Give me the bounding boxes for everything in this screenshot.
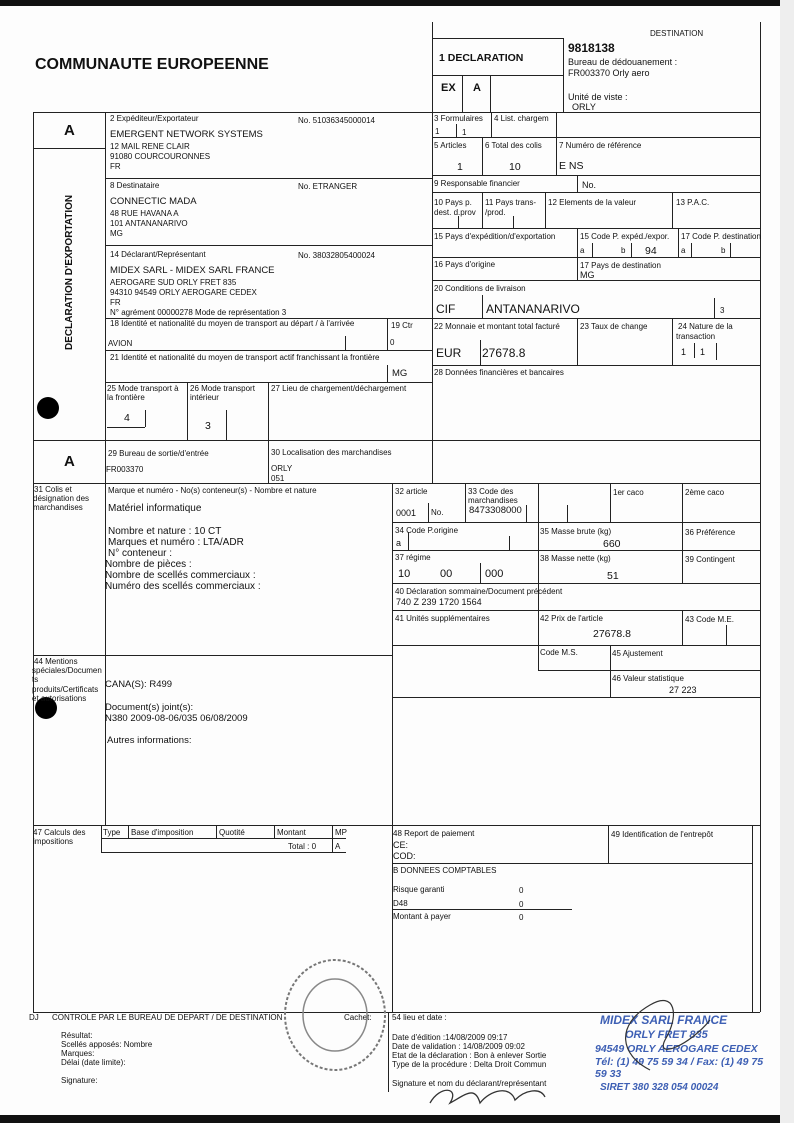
goods-line: Nombre et nature : 10 CT <box>108 526 222 537</box>
amount-due-label: Montant à payer <box>393 912 451 921</box>
tax-total: Total : 0 <box>288 842 317 851</box>
declaration-reference: 9818138 <box>568 41 615 55</box>
validation-date: Date de validation : 14/08/2009 09:02 <box>392 1042 525 1051</box>
tax-col-montant: Montant <box>277 828 306 837</box>
box11-label: 11 Pays trans- <box>485 198 536 207</box>
company-stamp-line: SIRET 380 328 054 00024 <box>600 1082 719 1093</box>
box18-label: 18 Identité et nationalité du moyen de transport au départ / à l'arrivée <box>110 319 355 328</box>
net-mass: 51 <box>607 570 619 582</box>
tax-col-mp: MP <box>335 828 347 837</box>
box9-no: No. <box>582 180 597 190</box>
marks-label: Marques: <box>61 1049 95 1058</box>
box40-label: 40 Déclaration sommaine/Document précédent <box>395 587 563 596</box>
box15-label: 15 Pays d'expédition/d'exportation <box>434 232 556 241</box>
goods-line: Nombre de scellés commerciaux : <box>105 570 256 581</box>
consignee-city: 101 ANTANANARIVO <box>110 219 188 228</box>
copy-letter-2: A <box>64 453 75 470</box>
currency: EUR <box>436 346 462 360</box>
bureau-value: FR003370 Orly aero <box>568 68 650 78</box>
consignee-address: 48 RUE HAVANA A <box>110 209 179 218</box>
box32-label: 32 article <box>395 487 428 496</box>
result-label: Résultat: <box>61 1031 93 1040</box>
box44-label: 44 Mentions <box>34 657 78 666</box>
box38-label: 38 Masse nette (kg) <box>540 554 611 563</box>
declaration-type: EX <box>441 82 456 94</box>
company-stamp-line: Tél: (1) 49 75 59 34 / Fax: (1) 49 75 59 33 <box>595 1056 764 1080</box>
consignee-country: MG <box>110 229 123 238</box>
box23-label: 23 Taux de change <box>580 322 648 331</box>
box27-label: 27 Lieu de chargement/déchargement <box>271 384 407 393</box>
code-ms-label: Code M.S. <box>540 648 578 657</box>
box22-label: 22 Monnaie et montant total facturé <box>434 322 560 331</box>
box4-label: 4 List. chargem <box>494 114 549 123</box>
box17-a: a <box>681 246 686 255</box>
procedure-code-3: 000 <box>485 568 504 580</box>
boxB-label: B DONNEES COMPTABLES <box>393 866 497 875</box>
box14-label: 14 Déclarant/Représentant <box>110 250 206 259</box>
risk-label: Risque garanti <box>393 885 445 894</box>
payment-ce: CE: <box>393 840 409 850</box>
box2-no: No. 51036345000014 <box>298 116 375 125</box>
exporter-country: FR <box>110 162 121 171</box>
box25-label: 25 Mode transport à <box>107 384 179 393</box>
box31-label-2: désignation des <box>33 494 90 503</box>
scan-edge-top <box>0 0 794 6</box>
amount-due-value: 0 <box>519 913 524 922</box>
box16-label: 16 Pays d'origine <box>434 260 496 269</box>
border-transport-mode: 4 <box>124 412 130 424</box>
company-stamp: MIDEX SARL FRANCE <box>600 1013 728 1027</box>
customs-stamp <box>280 955 390 1075</box>
declarant-name: MIDEX SARL - MIDEX SARL FRANCE <box>110 265 275 276</box>
unite-value: ORLY <box>572 102 596 112</box>
box31-header: Marque et numéro - No(s) conteneur(s) - Nombre et nature <box>108 486 317 495</box>
tax-col-quotite: Quotité <box>219 828 245 837</box>
articles-count: 1 <box>457 161 463 173</box>
commodity-code: 8473308000 <box>469 505 522 516</box>
declaration-subtype: A <box>473 82 481 94</box>
box11-label-2: /prod. <box>485 208 506 217</box>
forms-count-2: 1 <box>462 128 467 137</box>
box44-label-3: ts <box>32 675 39 684</box>
consignee-name: CONNECTIC MADA <box>110 196 197 207</box>
other-info-label: Autres informations: <box>107 735 192 746</box>
box44-label-5: et autorisations <box>32 694 87 703</box>
scan-edge-bottom <box>0 1115 794 1123</box>
incoterm: CIF <box>436 302 456 316</box>
box10-label: 10 Pays p. <box>434 198 472 207</box>
signature-label: Signature: <box>61 1076 98 1085</box>
procedure-code-1: 10 <box>398 568 411 580</box>
delivery-place: ANTANANARIVO <box>486 302 580 316</box>
box1-label: 1 DECLARATION <box>439 52 524 64</box>
risk-value: 0 <box>519 886 524 895</box>
declaration-status: Etat de la déclaration : Bon à enlever Sortie <box>392 1051 547 1060</box>
box41-label: 41 Unités supplémentaires <box>395 614 490 623</box>
box15-code-label: 15 Code P. expéd./expor. <box>580 232 670 241</box>
box13-label: 13 P.A.C. <box>676 198 710 207</box>
goods-line: N° conteneur : <box>108 548 173 559</box>
box6-label: 6 Total des colis <box>485 141 542 150</box>
seals-label: Scellés apposés: Nombre <box>61 1040 153 1049</box>
goods-location: ORLY <box>271 464 293 473</box>
total-packages: 10 <box>509 161 521 173</box>
box54-label: 54 lieu et date : <box>392 1013 447 1022</box>
delivery-code: 3 <box>720 306 725 315</box>
scan-edge-right <box>780 0 794 1123</box>
goods-location-code: 051 <box>271 474 285 483</box>
payment-cod: COD: <box>393 851 416 861</box>
box3-label: 3 Formulaires <box>434 114 483 123</box>
box14-no: No. 38032805400024 <box>298 251 375 260</box>
declarant-agrement: N° agrément 00000278 Mode de représentation 3 <box>110 308 287 317</box>
gross-mass: 660 <box>603 538 621 550</box>
box8-label: 8 Destinataire <box>110 181 160 190</box>
d48-label: D48 <box>393 899 408 908</box>
box47-label-2: impositions <box>33 837 74 846</box>
goods-line: Nombre de pièces : <box>105 559 192 570</box>
goods-line: Marques et numéro : LTA/ADR <box>108 537 244 548</box>
box5-label: 5 Articles <box>434 141 467 150</box>
box37-label: 37 régime <box>395 553 431 562</box>
statistical-value: 27 223 <box>669 685 697 695</box>
company-stamp-line: ORLY FRET 835 <box>625 1029 708 1041</box>
box36-label: 36 Préférence <box>685 528 736 537</box>
box28-label: 28 Données financières et bancaires <box>434 368 564 377</box>
declarant-city: 94310 94549 ORLY AEROGARE CEDEX <box>110 288 257 297</box>
forms-count-1: 1 <box>435 127 440 136</box>
item-price: 27678.8 <box>593 628 631 640</box>
inland-transport-mode: 3 <box>205 420 211 432</box>
exit-office: FR003370 <box>106 465 144 474</box>
procedure-type: Type de la procédure : Delta Droit Commun <box>392 1060 547 1069</box>
box15-b: b <box>621 246 626 255</box>
edition-date: Date d'édition :14/08/2009 09:17 <box>392 1033 508 1042</box>
deadline-label: Délai (date limite): <box>61 1058 126 1067</box>
box8-no: No. ETRANGER <box>298 182 358 191</box>
box15-a: a <box>580 246 585 255</box>
border-transport-nationality: MG <box>392 368 408 379</box>
box33-label-2: marchandises <box>468 496 518 505</box>
caco-2-label: 2ème caco <box>685 488 725 497</box>
control-label: CONTROLE PAR LE BUREAU DE DEPART / DE DESTINATION <box>52 1013 283 1022</box>
cana-value: CANA(S): R499 <box>105 679 173 690</box>
box7-label: 7 Numéro de référence <box>559 141 642 150</box>
box32-no: No. <box>431 508 444 517</box>
box12-label: 12 Elements de la valeur <box>548 198 637 207</box>
bureau-label: Bureau de dédouanement : <box>568 57 678 67</box>
box34-a: a <box>396 538 402 548</box>
box24-label: 24 Nature de la <box>678 322 733 331</box>
box17-code-label: 17 Code P. destination <box>681 232 761 241</box>
box29-label: 29 Bureau de sortie/d'entrée <box>108 449 209 458</box>
documents-label: Document(s) joint(s): <box>105 702 194 713</box>
tax-col-base: Base d'imposition <box>131 828 194 837</box>
box44-label-2: spéciales/Documen <box>32 666 102 675</box>
box2-label: 2 Expéditeur/Exportateur <box>110 114 199 123</box>
previous-document: 740 Z 239 1720 1564 <box>396 597 482 607</box>
box17-label: 17 Pays de destination <box>580 261 661 270</box>
documents-value: N380 2009-08-06/035 06/08/2009 <box>105 713 248 724</box>
destination-label: DESTINATION <box>650 29 704 38</box>
caco-1-label: 1er caco <box>613 488 644 497</box>
box25-label-2: la frontière <box>107 393 145 402</box>
box47-label: 47 Calculs des <box>33 828 86 837</box>
box26-label-2: intérieur <box>190 393 219 402</box>
unite-label: Unité de viste : <box>568 92 628 102</box>
box9-label: 9 Responsable financier <box>434 179 520 188</box>
destination-country: MG <box>580 270 595 280</box>
box45-label: 45 Ajustement <box>612 649 663 658</box>
goods-line: Numéro des scellés commerciaux : <box>105 581 261 592</box>
exporter-city: 91080 COURCOURONNES <box>110 152 211 161</box>
box39-label: 39 Contingent <box>685 555 735 564</box>
box42-label: 42 Prix de l'article <box>540 614 603 623</box>
copy-letter: A <box>64 122 75 139</box>
declarant-country: FR <box>110 298 121 307</box>
box17-b: b <box>721 246 726 255</box>
handwritten-signature <box>420 985 720 1115</box>
d48-value: 0 <box>519 900 524 909</box>
tax-col-type: Type <box>103 828 121 837</box>
transaction-nature-2: 1 <box>700 347 706 357</box>
box21-label: 21 Identité et nationalité du moyen de transport actif franchissant la frontière <box>110 353 380 362</box>
box48-label: 48 Report de paiement <box>393 829 475 838</box>
box34-label: 34 Code P.origine <box>395 526 459 535</box>
box19-label: 19 Ctr <box>391 321 413 330</box>
article-number: 0001 <box>396 508 417 518</box>
box46-label: 46 Valeur statistique <box>612 674 684 683</box>
box24-label-2: transaction <box>676 332 716 341</box>
goods-description: Matériel informatique <box>108 503 202 514</box>
tax-mp-value: A <box>335 842 341 851</box>
cachet-label: Cachet: <box>344 1013 372 1022</box>
invoice-amount: 27678.8 <box>482 346 526 360</box>
company-stamp-line: 94549 ORLY AEROGARE CEDEX <box>595 1043 758 1055</box>
box33-label: 33 Code des <box>468 487 514 496</box>
export-country-code: 94 <box>645 245 657 257</box>
reference-number: E NS <box>559 160 584 172</box>
box26-label: 26 Mode transport <box>190 384 255 393</box>
box31-label: 31 Colis et <box>34 485 72 494</box>
page-title: COMMUNAUTE EUROPEENNE <box>35 56 269 73</box>
box31-label-3: marchandises <box>33 503 83 512</box>
vertical-title: DECLARATION D'EXPORTATION <box>64 194 75 350</box>
box49-label: 49 Identification de l'entrepôt <box>611 830 714 839</box>
punch-hole <box>37 397 59 419</box>
container-flag: 0 <box>390 338 395 347</box>
box20-label: 20 Conditions de livraison <box>434 284 526 293</box>
box35-label: 35 Masse brute (kg) <box>540 527 612 536</box>
dj-label: DJ <box>29 1013 39 1022</box>
box30-label: 30 Localisation des marchandises <box>271 448 392 457</box>
box44-label-4: produits/Certificats <box>32 685 99 694</box>
procedure-code-2: 00 <box>440 568 453 580</box>
box43-label: 43 Code M.E. <box>685 615 734 624</box>
box10-label-2: dest. d.prov <box>434 208 476 217</box>
exporter-name: EMERGENT NETWORK SYSTEMS <box>110 129 263 140</box>
exporter-address: 12 MAIL RENE CLAIR <box>110 142 190 151</box>
declarant-signature-label: Signature et nom du déclarant/représentant <box>392 1079 547 1088</box>
transaction-nature-1: 1 <box>681 347 687 357</box>
declarant-address: AEROGARE SUD ORLY FRET 835 <box>110 278 237 287</box>
transport-departure: AVION <box>108 339 133 348</box>
